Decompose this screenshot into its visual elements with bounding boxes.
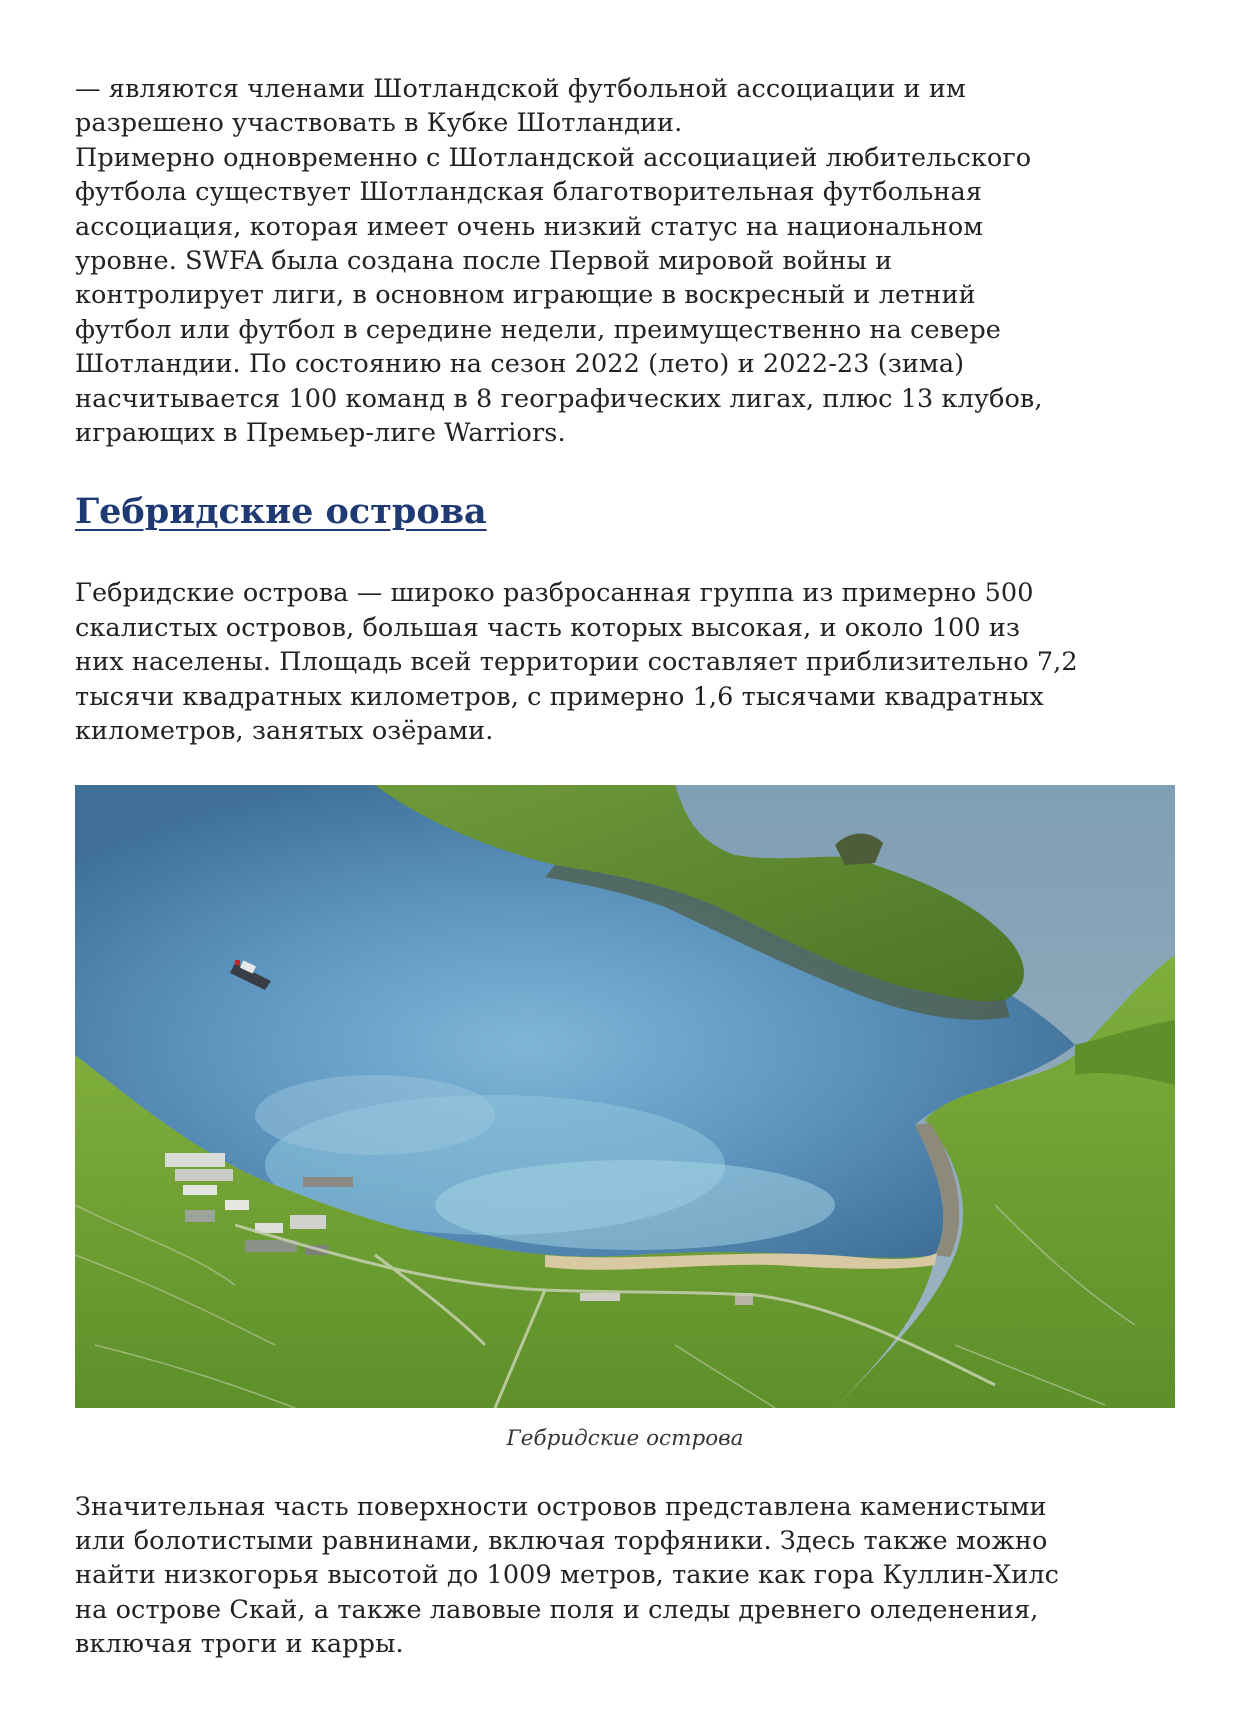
bay-illustration [75,785,1175,1408]
text-line: футбол или футбол в середине недели, преимущественно на севере [75,314,1001,345]
figure-caption: Гебридские острова [506,1425,744,1451]
text-line: тысячи квадратных километров, с примерно 1,6 тысячами квадратных [75,681,1044,712]
text-line: — являются членами Шотландской футбольной ассоциации и им [75,74,966,104]
text-line: контролирует лиги, в основном играющие в воскресный и летний [75,280,976,311]
document-page [75,72,1175,1662]
text-line: или болотистыми равнинами, включая торфяники. Здесь также можно [75,1525,1048,1556]
text-line: скалистых островов, большая часть которых высокая, и около 100 из [75,612,1020,643]
paragraph-hebrides-relief [75,1490,1175,1662]
text-line: Шотландии. По состоянию на сезон 2022 (лето) и 2022-23 (зима) [75,349,965,380]
text-line: них населены. Площадь всей территории составляет приблизительно 7,2 [75,647,1078,678]
text-line: уровне. SWFA была создана после Первой мировой войны и [75,246,893,277]
text-line: ассоциация, которая имеет очень низкий статус на национальном [75,211,984,242]
section-heading-hebrides[interactable]: Гебридские острова [75,491,487,533]
text-line: Значительная часть поверхности островов представлена каменистыми [75,1491,1047,1522]
paragraph-hebrides-intro [75,576,1175,748]
hebrides-bay-photo [75,785,1175,1408]
text-line: на острове Скай, а также лавовые поля и следы древнего оледенения, [75,1594,1039,1625]
text-line: километров, занятых озёрами. [75,716,494,747]
text-line: найти низкогорья высотой до 1009 метров, такие как гора Куллин-Хилс [75,1560,1060,1591]
text-line: играющих в Премьер-лиге Warriors. [75,418,566,449]
text-line: Гебридские острова — широко разбросанная группа из примерно 500 [75,578,1034,609]
pier [303,1177,353,1187]
text-line: включая троги и карры. [75,1629,404,1660]
paragraph-swfa [75,72,1175,450]
text-line: насчитывается 100 команд в 8 географических лигах, плюс 13 клубов, [75,383,1043,414]
text-line: Примерно одновременно с Шотландской ассоциацией любительского [75,142,1032,173]
text-line: футбола существует Шотландская благотворительная футбольная [75,177,983,208]
text-line: разрешено участвовать в Кубке Шотландии. [75,108,683,139]
